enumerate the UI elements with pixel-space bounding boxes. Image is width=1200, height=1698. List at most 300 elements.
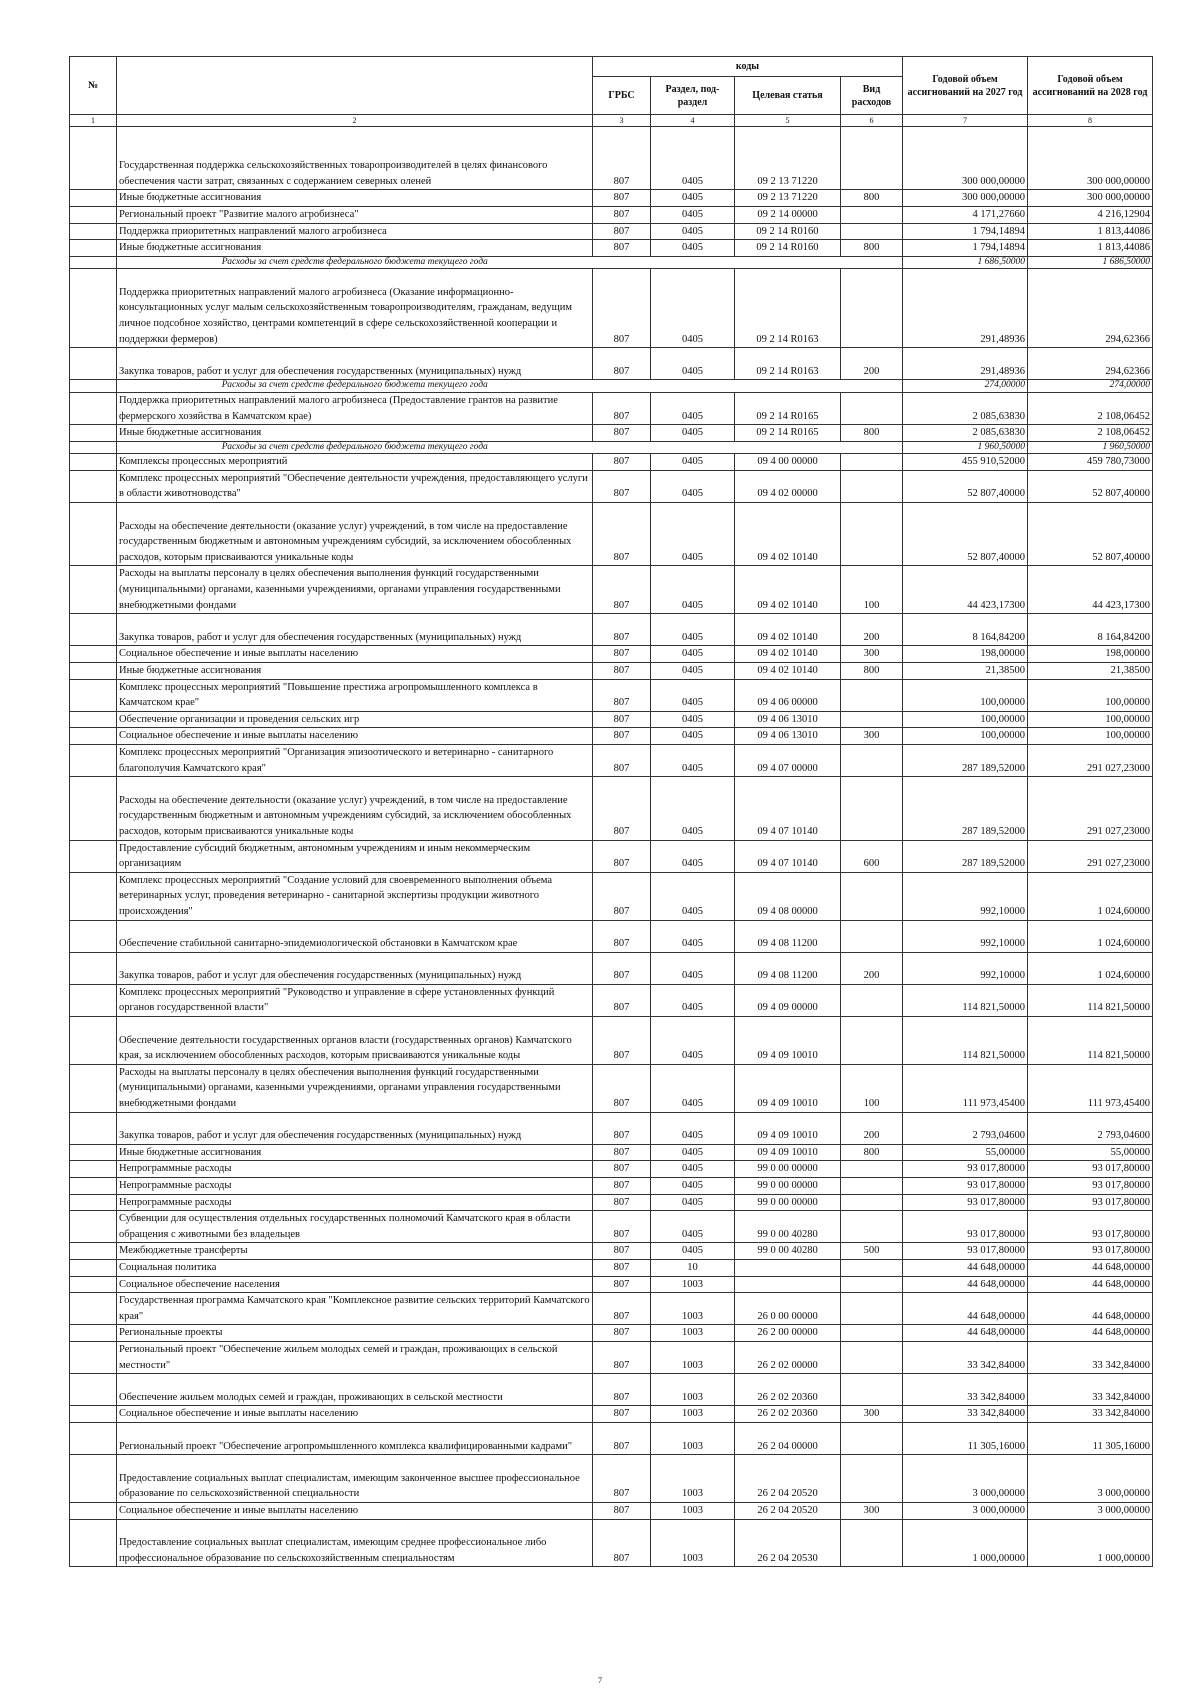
- amount-2028: 1 813,44086: [1028, 240, 1153, 257]
- amount-2028: 3 000,00000: [1028, 1502, 1153, 1519]
- grbs-cell: 807: [593, 348, 651, 380]
- amount-2027: 100,00000: [903, 711, 1028, 728]
- expense-type-cell: [841, 1325, 903, 1342]
- target-cell: [735, 441, 841, 454]
- amount-2028: 21,38500: [1028, 662, 1153, 679]
- amount-2027: 111 973,45400: [903, 1064, 1028, 1112]
- section-cell: 0405: [651, 1178, 735, 1195]
- grbs-cell: 807: [593, 1211, 651, 1243]
- table-row: [70, 223, 1153, 240]
- row-number-cell: [70, 1017, 117, 1065]
- amount-2027: 100,00000: [903, 679, 1028, 711]
- section-cell: 1003: [651, 1293, 735, 1325]
- expense-type-cell: [841, 441, 903, 454]
- section-cell: 0405: [651, 1211, 735, 1243]
- section-cell: 0405: [651, 920, 735, 952]
- amount-2028: 100,00000: [1028, 728, 1153, 745]
- amount-2027: 44 648,00000: [903, 1293, 1028, 1325]
- grbs-cell: 807: [593, 744, 651, 776]
- target-cell: 09 4 02 10140: [735, 503, 841, 566]
- table-row: [70, 1211, 1153, 1243]
- grbs-cell: 807: [593, 728, 651, 745]
- amount-2027: 44 648,00000: [903, 1276, 1028, 1293]
- grbs-cell: 807: [593, 1422, 651, 1454]
- row-number-cell: [70, 223, 117, 240]
- row-number-cell: [70, 1325, 117, 1342]
- col-number: 8: [1028, 115, 1153, 127]
- row-name: Расходы за счет средств федерального бюджета текущего года: [117, 441, 593, 454]
- target-cell: 99 0 00 00000: [735, 1178, 841, 1195]
- grbs-cell: 807: [593, 470, 651, 502]
- row-number-cell: [70, 777, 117, 840]
- grbs-cell: 807: [593, 1455, 651, 1503]
- section-cell: 1003: [651, 1374, 735, 1406]
- section-cell: 0405: [651, 614, 735, 646]
- row-name: Комплекс процессных мероприятий "Повышение престижа агропромышленного комплекса в Камчатском крае": [117, 679, 593, 711]
- target-cell: 09 4 06 13010: [735, 711, 841, 728]
- grbs-cell: 807: [593, 206, 651, 223]
- grbs-cell: 807: [593, 1406, 651, 1423]
- section-cell: 0405: [651, 646, 735, 663]
- amount-2028: 2 108,06452: [1028, 425, 1153, 442]
- row-number-cell: [70, 952, 117, 984]
- amount-2028: 274,00000: [1028, 380, 1153, 393]
- amount-2027: 52 807,40000: [903, 503, 1028, 566]
- expense-type-cell: [841, 1161, 903, 1178]
- expense-type-cell: [841, 744, 903, 776]
- table-row: [70, 1194, 1153, 1211]
- grbs-cell: [593, 256, 651, 269]
- expense-type-cell: [841, 223, 903, 240]
- grbs-cell: 807: [593, 1519, 651, 1567]
- expense-type-cell: [841, 1194, 903, 1211]
- table-row: [70, 952, 1153, 984]
- row-number-cell: [70, 1112, 117, 1144]
- row-name: Поддержка приоритетных направлений малого агробизнеса (Оказание информационно-консультационных услуг малым сельскохозяйственным товаропроизводителям, гражданам, ведущим личное подсобное хозяйство, центрами компетенций в сфере сельскохозяйственной кооперации и поддержки фермеров): [117, 269, 593, 348]
- header-expense-type: Вид расходов: [841, 77, 903, 115]
- row-name: Иные бюджетные ассигнования: [117, 425, 593, 442]
- grbs-cell: 807: [593, 1144, 651, 1161]
- row-name: Комплекс процессных мероприятий "Обеспечение деятельности учреждения, предоставляющего услуги в области животноводства": [117, 470, 593, 502]
- expense-type-cell: [841, 1178, 903, 1195]
- row-number-cell: [70, 1144, 117, 1161]
- section-cell: 0405: [651, 984, 735, 1016]
- grbs-cell: 807: [593, 1064, 651, 1112]
- row-name: Расходы на обеспечение деятельности (оказание услуг) учреждений, в том числе на предоставление государственным бюджетным и автономным учреждениям субсидий, за исключением обособленных расходов, которым присваиваются уникальные коды: [117, 777, 593, 840]
- section-cell: [651, 380, 735, 393]
- grbs-cell: 807: [593, 454, 651, 471]
- amount-2028: 33 342,84000: [1028, 1341, 1153, 1373]
- row-name: Поддержка приоритетных направлений малого агробизнеса: [117, 223, 593, 240]
- amount-2027: 455 910,52000: [903, 454, 1028, 471]
- amount-2028: 3 000,00000: [1028, 1455, 1153, 1503]
- row-number-cell: [70, 1374, 117, 1406]
- amount-2028: 1 813,44086: [1028, 223, 1153, 240]
- target-cell: 09 2 14 R0165: [735, 425, 841, 442]
- expense-type-cell: 800: [841, 425, 903, 442]
- row-name: Социальное обеспечение и иные выплаты населению: [117, 646, 593, 663]
- expense-type-cell: [841, 454, 903, 471]
- amount-2027: 100,00000: [903, 728, 1028, 745]
- amount-2028: 1 024,60000: [1028, 872, 1153, 920]
- header-target: Целевая статья: [735, 77, 841, 115]
- target-cell: 09 2 14 R0163: [735, 269, 841, 348]
- target-cell: 26 2 04 20520: [735, 1502, 841, 1519]
- table-row: [70, 614, 1153, 646]
- grbs-cell: [593, 441, 651, 454]
- row-number-cell: [70, 711, 117, 728]
- row-number-cell: [70, 728, 117, 745]
- expense-type-cell: [841, 470, 903, 502]
- target-cell: 09 2 13 71220: [735, 127, 841, 190]
- amount-2027: 2 793,04600: [903, 1112, 1028, 1144]
- table-row: [70, 1178, 1153, 1195]
- table-row: [70, 348, 1153, 380]
- grbs-cell: 807: [593, 392, 651, 424]
- expense-type-cell: [841, 1293, 903, 1325]
- table-row: [70, 1112, 1153, 1144]
- grbs-cell: 807: [593, 1325, 651, 1342]
- target-cell: 09 4 06 00000: [735, 679, 841, 711]
- expense-type-cell: 200: [841, 952, 903, 984]
- row-number-cell: [70, 1260, 117, 1277]
- row-number-cell: [70, 1519, 117, 1567]
- row-number-cell: [70, 392, 117, 424]
- amount-2027: 93 017,80000: [903, 1211, 1028, 1243]
- target-cell: 26 2 00 00000: [735, 1325, 841, 1342]
- row-number-cell: [70, 1064, 117, 1112]
- row-name: Обеспечение жильем молодых семей и граждан, проживающих в сельской местности: [117, 1374, 593, 1406]
- row-number-cell: [70, 441, 117, 454]
- amount-2028: 11 305,16000: [1028, 1422, 1153, 1454]
- table-row: [70, 392, 1153, 424]
- col-number: 1: [70, 115, 117, 127]
- table-row: [70, 984, 1153, 1016]
- section-cell: 10: [651, 1260, 735, 1277]
- section-cell: 1003: [651, 1502, 735, 1519]
- row-number-cell: [70, 425, 117, 442]
- amount-2028: 52 807,40000: [1028, 470, 1153, 502]
- amount-2028: 114 821,50000: [1028, 984, 1153, 1016]
- expense-type-cell: [841, 127, 903, 190]
- row-name: Комплекс процессных мероприятий "Организация эпизоотического и ветеринарно - санитарного благополучия Камчатского края": [117, 744, 593, 776]
- amount-2027: 44 648,00000: [903, 1260, 1028, 1277]
- amount-2027: 33 342,84000: [903, 1341, 1028, 1373]
- row-name: Региональный проект "Развитие малого агробизнеса": [117, 206, 593, 223]
- target-cell: 99 0 00 40280: [735, 1243, 841, 1260]
- row-name: Закупка товаров, работ и услуг для обеспечения государственных (муниципальных) нужд: [117, 952, 593, 984]
- target-cell: 09 4 06 13010: [735, 728, 841, 745]
- amount-2028: 100,00000: [1028, 711, 1153, 728]
- section-cell: 0405: [651, 872, 735, 920]
- amount-2027: 33 342,84000: [903, 1406, 1028, 1423]
- table-row: [70, 872, 1153, 920]
- row-name: Иные бюджетные ассигнования: [117, 240, 593, 257]
- section-cell: 0405: [651, 1017, 735, 1065]
- amount-2028: 93 017,80000: [1028, 1243, 1153, 1260]
- section-cell: 0405: [651, 454, 735, 471]
- budget-table: [69, 56, 1153, 1567]
- expense-type-cell: [841, 1260, 903, 1277]
- grbs-cell: 807: [593, 1194, 651, 1211]
- table-row: [70, 1161, 1153, 1178]
- amount-2027: 8 164,84200: [903, 614, 1028, 646]
- expense-type-cell: [841, 1341, 903, 1373]
- expense-type-cell: 800: [841, 662, 903, 679]
- row-name: Предоставление социальных выплат специалистам, имеющим законченное высшее профессиональное образование по сельскохозяйственной специальности: [117, 1455, 593, 1503]
- row-number-cell: [70, 872, 117, 920]
- expense-type-cell: 200: [841, 348, 903, 380]
- expense-type-cell: 300: [841, 728, 903, 745]
- amount-2028: 300 000,00000: [1028, 190, 1153, 207]
- row-number-cell: [70, 206, 117, 223]
- amount-2028: 1 686,50000: [1028, 256, 1153, 269]
- amount-2027: 52 807,40000: [903, 470, 1028, 502]
- amount-2027: 274,00000: [903, 380, 1028, 393]
- expense-type-cell: [841, 872, 903, 920]
- amount-2028: 2 793,04600: [1028, 1112, 1153, 1144]
- amount-2027: 3 000,00000: [903, 1502, 1028, 1519]
- target-cell: 09 4 08 00000: [735, 872, 841, 920]
- table-row: [70, 1406, 1153, 1423]
- amount-2028: 1 960,50000: [1028, 441, 1153, 454]
- amount-2028: 294,62366: [1028, 348, 1153, 380]
- grbs-cell: 807: [593, 1293, 651, 1325]
- row-number-cell: [70, 984, 117, 1016]
- section-cell: 0405: [651, 952, 735, 984]
- amount-2027: 93 017,80000: [903, 1243, 1028, 1260]
- target-cell: 09 4 07 00000: [735, 744, 841, 776]
- target-cell: 26 2 04 20520: [735, 1455, 841, 1503]
- grbs-cell: 807: [593, 190, 651, 207]
- row-number-cell: [70, 1276, 117, 1293]
- amount-2028: 1 024,60000: [1028, 920, 1153, 952]
- grbs-cell: 807: [593, 503, 651, 566]
- budget-table-container: [69, 56, 1152, 1567]
- table-row: [70, 1243, 1153, 1260]
- row-number-cell: [70, 127, 117, 190]
- row-name: Иные бюджетные ассигнования: [117, 190, 593, 207]
- table-row: [70, 454, 1153, 471]
- row-number-cell: [70, 1502, 117, 1519]
- col-number: 3: [593, 115, 651, 127]
- row-name: Иные бюджетные ассигнования: [117, 662, 593, 679]
- amount-2027: 1 000,00000: [903, 1519, 1028, 1567]
- row-name: Обеспечение деятельности государственных органов власти (государственных органов) Камчатского края, за исключением обособленных расходов, которым присваиваются уникальные коды: [117, 1017, 593, 1065]
- row-name: Непрограммные расходы: [117, 1178, 593, 1195]
- expense-type-cell: [841, 269, 903, 348]
- grbs-cell: 807: [593, 1502, 651, 1519]
- section-cell: 0405: [651, 127, 735, 190]
- row-number-cell: [70, 256, 117, 269]
- table-row: [70, 1144, 1153, 1161]
- col-number: 2: [117, 115, 593, 127]
- expense-type-cell: [841, 1276, 903, 1293]
- amount-2028: 1 000,00000: [1028, 1519, 1153, 1567]
- row-number-cell: [70, 240, 117, 257]
- amount-2027: 287 189,52000: [903, 777, 1028, 840]
- section-cell: 0405: [651, 425, 735, 442]
- amount-2027: 992,10000: [903, 952, 1028, 984]
- grbs-cell: 807: [593, 566, 651, 614]
- amount-2028: 55,00000: [1028, 1144, 1153, 1161]
- section-cell: 0405: [651, 711, 735, 728]
- table-row: [70, 127, 1153, 190]
- expense-type-cell: 500: [841, 1243, 903, 1260]
- row-number-cell: [70, 470, 117, 502]
- grbs-cell: 807: [593, 223, 651, 240]
- target-cell: 99 0 00 40280: [735, 1211, 841, 1243]
- row-number-cell: [70, 1422, 117, 1454]
- amount-2028: 52 807,40000: [1028, 503, 1153, 566]
- table-row: [70, 1422, 1153, 1454]
- amount-2027: 1 794,14894: [903, 223, 1028, 240]
- grbs-cell: 807: [593, 1112, 651, 1144]
- section-cell: 0405: [651, 206, 735, 223]
- table-row: [70, 1519, 1153, 1567]
- row-number-cell: [70, 1178, 117, 1195]
- section-cell: 0405: [651, 223, 735, 240]
- table-row: [70, 1341, 1153, 1373]
- row-name: Межбюджетные трансферты: [117, 1243, 593, 1260]
- row-number-cell: [70, 1211, 117, 1243]
- amount-2027: 93 017,80000: [903, 1178, 1028, 1195]
- amount-2027: 11 305,16000: [903, 1422, 1028, 1454]
- table-row: [70, 840, 1153, 872]
- expense-type-cell: [841, 380, 903, 393]
- section-cell: [651, 256, 735, 269]
- grbs-cell: 807: [593, 952, 651, 984]
- amount-2028: 93 017,80000: [1028, 1194, 1153, 1211]
- row-number-cell: [70, 1161, 117, 1178]
- amount-2027: 300 000,00000: [903, 127, 1028, 190]
- amount-2027: 1 794,14894: [903, 240, 1028, 257]
- section-cell: 1003: [651, 1341, 735, 1373]
- section-cell: 0405: [651, 777, 735, 840]
- grbs-cell: 807: [593, 425, 651, 442]
- amount-2028: 294,62366: [1028, 269, 1153, 348]
- table-row: [70, 1064, 1153, 1112]
- target-cell: 26 2 02 20360: [735, 1406, 841, 1423]
- expense-type-cell: 200: [841, 1112, 903, 1144]
- section-cell: 0405: [651, 1194, 735, 1211]
- amount-2028: 93 017,80000: [1028, 1161, 1153, 1178]
- target-cell: 09 4 09 10010: [735, 1017, 841, 1065]
- section-cell: 1003: [651, 1325, 735, 1342]
- row-number-cell: [70, 380, 117, 393]
- row-number-cell: [70, 566, 117, 614]
- grbs-cell: 807: [593, 1017, 651, 1065]
- section-cell: 1003: [651, 1519, 735, 1567]
- row-number-cell: [70, 920, 117, 952]
- expense-type-cell: 300: [841, 1406, 903, 1423]
- expense-type-cell: 200: [841, 614, 903, 646]
- target-cell: 09 2 14 R0165: [735, 392, 841, 424]
- row-number-cell: [70, 614, 117, 646]
- table-row: [70, 679, 1153, 711]
- row-number-cell: [70, 1293, 117, 1325]
- amount-2027: 21,38500: [903, 662, 1028, 679]
- row-name: Региональный проект "Обеспечение агропромышленного комплекса квалифицированными кадрами": [117, 1422, 593, 1454]
- section-cell: 0405: [651, 240, 735, 257]
- target-cell: 09 4 00 00000: [735, 454, 841, 471]
- expense-type-cell: [841, 1422, 903, 1454]
- row-name: Обеспечение организации и проведения сельских игр: [117, 711, 593, 728]
- amount-2028: 291 027,23000: [1028, 777, 1153, 840]
- header-year-2027: Годовой объем ассигнований на 2027 год: [903, 57, 1028, 115]
- table-row: [70, 920, 1153, 952]
- row-name: Закупка товаров, работ и услуг для обеспечения государственных (муниципальных) нужд: [117, 1112, 593, 1144]
- row-number-cell: [70, 1243, 117, 1260]
- amount-2028: 2 108,06452: [1028, 392, 1153, 424]
- amount-2028: 44 648,00000: [1028, 1276, 1153, 1293]
- grbs-cell: 807: [593, 984, 651, 1016]
- col-number: 5: [735, 115, 841, 127]
- grbs-cell: 807: [593, 1161, 651, 1178]
- amount-2028: 33 342,84000: [1028, 1406, 1153, 1423]
- amount-2027: 93 017,80000: [903, 1194, 1028, 1211]
- expense-type-cell: [841, 679, 903, 711]
- row-name: Социальное обеспечение и иные выплаты населению: [117, 1502, 593, 1519]
- table-row: [70, 206, 1153, 223]
- amount-2027: 291,48936: [903, 269, 1028, 348]
- amount-2027: 114 821,50000: [903, 984, 1028, 1016]
- amount-2028: 1 024,60000: [1028, 952, 1153, 984]
- row-name: Государственная программа Камчатского края "Комплексное развитие сельских территорий Камчатского края": [117, 1293, 593, 1325]
- table-row: [70, 1276, 1153, 1293]
- target-cell: 99 0 00 00000: [735, 1161, 841, 1178]
- amount-2028: 111 973,45400: [1028, 1064, 1153, 1112]
- target-cell: 09 2 14 00000: [735, 206, 841, 223]
- header-section: Раздел, под-раздел: [651, 77, 735, 115]
- table-row: [70, 1293, 1153, 1325]
- amount-2028: 100,00000: [1028, 679, 1153, 711]
- grbs-cell: 807: [593, 872, 651, 920]
- grbs-cell: 807: [593, 1341, 651, 1373]
- section-cell: 0405: [651, 1112, 735, 1144]
- expense-type-cell: 300: [841, 1502, 903, 1519]
- table-row: [70, 728, 1153, 745]
- expense-type-cell: [841, 1519, 903, 1567]
- section-cell: 0405: [651, 728, 735, 745]
- expense-type-cell: 300: [841, 646, 903, 663]
- amount-2028: 4 216,12904: [1028, 206, 1153, 223]
- target-cell: 09 2 14 R0160: [735, 223, 841, 240]
- federal-budget-row: [70, 380, 1153, 393]
- row-name: Социальное обеспечение населения: [117, 1276, 593, 1293]
- amount-2027: 114 821,50000: [903, 1017, 1028, 1065]
- expense-type-cell: [841, 206, 903, 223]
- row-name: Расходы за счет средств федерального бюджета текущего года: [117, 256, 593, 269]
- table-row: [70, 269, 1153, 348]
- row-number-cell: [70, 269, 117, 348]
- amount-2027: 992,10000: [903, 920, 1028, 952]
- amount-2028: 300 000,00000: [1028, 127, 1153, 190]
- amount-2028: 44 648,00000: [1028, 1293, 1153, 1325]
- amount-2027: 44 648,00000: [903, 1325, 1028, 1342]
- expense-type-cell: [841, 711, 903, 728]
- table-row: [70, 1374, 1153, 1406]
- expense-type-cell: 100: [841, 566, 903, 614]
- grbs-cell: 807: [593, 127, 651, 190]
- table-row: [70, 711, 1153, 728]
- amount-2028: 93 017,80000: [1028, 1211, 1153, 1243]
- section-cell: 0405: [651, 1144, 735, 1161]
- row-number-cell: [70, 1406, 117, 1423]
- row-name: Поддержка приоритетных направлений малого агробизнеса (Предоставление грантов на развитие фермерского хозяйства в Камчатском крае): [117, 392, 593, 424]
- section-cell: 1003: [651, 1422, 735, 1454]
- target-cell: 09 4 09 10010: [735, 1112, 841, 1144]
